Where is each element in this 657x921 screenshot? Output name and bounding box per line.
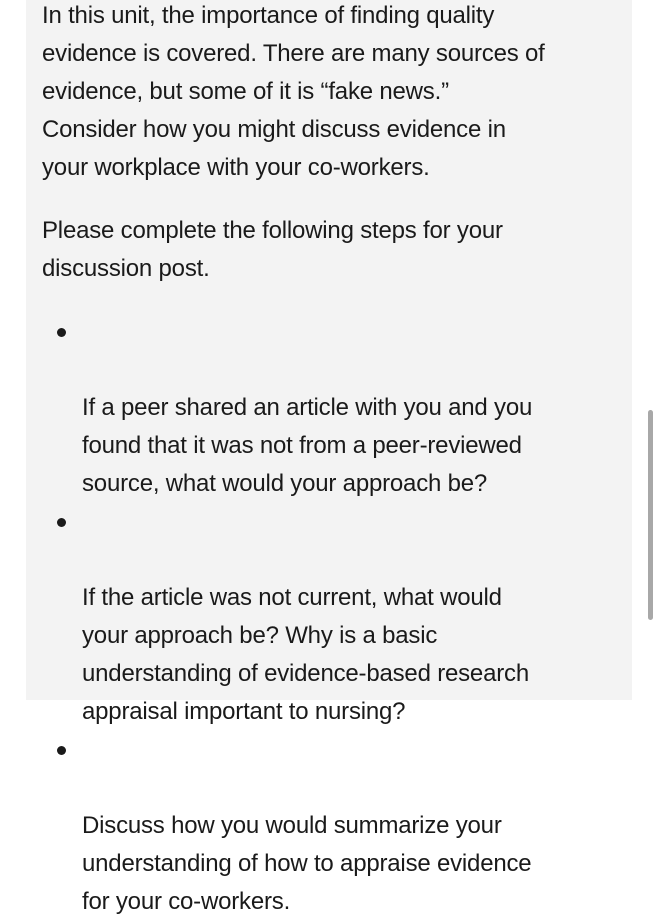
list-item-text: If the article was not current, what would your approach be? Why is a basic understanding of evidence-based research appraisal important to nursing? [82, 584, 529, 725]
list-item [42, 503, 626, 731]
bullet-icon [57, 518, 66, 527]
list-item-text: If a peer shared an article with you and you found that it was not from a peer-reviewed source, what would your approach be? [82, 394, 533, 497]
list-item [42, 731, 626, 921]
intro-paragraph: In this unit, the importance of finding quality evidence is covered. There are many sources of evidence, but some of it is “fake news.” Consider how you might discuss evidence in your workplace with your co-workers. [42, 2, 545, 181]
instructions-paragraph: Please complete the following steps for your discussion post. [42, 217, 503, 282]
scrollbar-thumb[interactable] [648, 410, 653, 620]
bullet-icon [57, 746, 66, 755]
assignment-text [42, 0, 626, 921]
content-panel [26, 0, 632, 915]
bullet-icon [57, 328, 66, 337]
list-item-text: Discuss how you would summarize your understanding of how to appraise evidence for your co-workers. [82, 812, 532, 915]
list-item [42, 313, 626, 503]
steps-list [42, 313, 626, 921]
